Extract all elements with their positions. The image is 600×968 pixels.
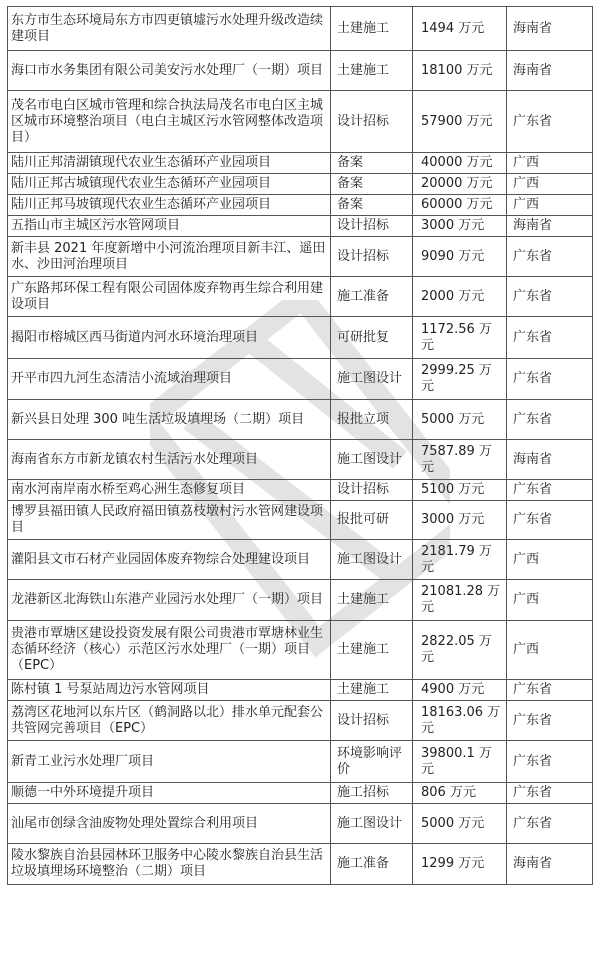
amount-cell: 2999.25 万元	[413, 359, 507, 400]
project-name-cell: 新兴县日处理 300 吨生活垃圾填埋场（二期）项目	[8, 400, 331, 440]
province-cell: 海南省	[507, 216, 593, 237]
project-name-cell: 贵港市覃塘区建设投资发展有限公司贵港市覃塘林业生态循环经济（核心）示范区污水处理厂（一期）项目（EPC）	[8, 621, 331, 680]
project-name-cell: 龙港新区北海铁山东港产业园污水处理厂（一期）项目	[8, 580, 331, 621]
amount-cell: 7587.89 万元	[413, 440, 507, 480]
amount-cell: 1299 万元	[413, 844, 507, 885]
stage-cell: 报批可研	[331, 501, 413, 540]
stage-cell: 设计招标	[331, 91, 413, 153]
amount-cell: 5000 万元	[413, 804, 507, 844]
province-cell: 广东省	[507, 680, 593, 701]
amount-cell: 60000 万元	[413, 195, 507, 216]
province-cell: 广东省	[507, 277, 593, 317]
stage-cell: 可研批复	[331, 317, 413, 359]
province-cell: 广西	[507, 621, 593, 680]
project-name-cell: 海口市水务集团有限公司美安污水处理厂（一期）项目	[8, 51, 331, 91]
table-row	[8, 51, 593, 91]
project-name-cell: 茂名市电白区城市管理和综合执法局茂名市电白区主城区城市环境整治项目（电白主城区污水管网整体改造项目）	[8, 91, 331, 153]
province-cell: 海南省	[507, 844, 593, 885]
project-name-cell: 陆川正邦清湖镇现代农业生态循环产业园项目	[8, 153, 331, 174]
amount-cell: 40000 万元	[413, 153, 507, 174]
table-row	[8, 400, 593, 440]
project-name-cell: 陆川正邦马坡镇现代农业生态循环产业园项目	[8, 195, 331, 216]
table-row	[8, 237, 593, 277]
province-cell: 广东省	[507, 359, 593, 400]
province-cell: 广东省	[507, 741, 593, 783]
stage-cell: 施工准备	[331, 844, 413, 885]
project-name-cell: 新丰县 2021 年度新增中小河流治理项目新丰江、遥田水、沙田河治理项目	[8, 237, 331, 277]
stage-cell: 备案	[331, 195, 413, 216]
province-cell: 广西	[507, 540, 593, 580]
amount-cell: 18163.06 万元	[413, 701, 507, 741]
project-name-cell: 博罗县福田镇人民政府福田镇荔枝墩村污水管网建设项目	[8, 501, 331, 540]
table-row	[8, 621, 593, 680]
amount-cell: 21081.28 万元	[413, 580, 507, 621]
table-row	[8, 91, 593, 153]
province-cell: 广西	[507, 153, 593, 174]
province-cell: 广西	[507, 195, 593, 216]
table-row	[8, 701, 593, 741]
stage-cell: 施工图设计	[331, 359, 413, 400]
amount-cell: 20000 万元	[413, 174, 507, 195]
amount-cell: 39800.1 万元	[413, 741, 507, 783]
stage-cell: 设计招标	[331, 480, 413, 501]
province-cell: 海南省	[507, 440, 593, 480]
table-row	[8, 440, 593, 480]
project-name-cell: 顺德一中外环境提升项目	[8, 783, 331, 804]
amount-cell: 2000 万元	[413, 277, 507, 317]
stage-cell: 备案	[331, 153, 413, 174]
amount-cell: 57900 万元	[413, 91, 507, 153]
stage-cell: 环境影响评价	[331, 741, 413, 783]
province-cell: 广东省	[507, 480, 593, 501]
table-body	[8, 7, 593, 885]
province-cell: 广东省	[507, 804, 593, 844]
stage-cell: 施工图设计	[331, 804, 413, 844]
stage-cell: 报批立项	[331, 400, 413, 440]
table-row	[8, 216, 593, 237]
table-row	[8, 540, 593, 580]
amount-cell: 5000 万元	[413, 400, 507, 440]
amount-cell: 1494 万元	[413, 7, 507, 51]
table-row	[8, 153, 593, 174]
stage-cell: 设计招标	[331, 216, 413, 237]
project-name-cell: 汕尾市创绿含油废物处理处置综合利用项目	[8, 804, 331, 844]
table-row	[8, 277, 593, 317]
project-name-cell: 荔湾区花地河以东片区（鹤洞路以北）排水单元配套公共管网完善项目（EPC）	[8, 701, 331, 741]
province-cell: 广东省	[507, 400, 593, 440]
amount-cell: 2822.05 万元	[413, 621, 507, 680]
project-name-cell: 新青工业污水处理厂项目	[8, 741, 331, 783]
stage-cell: 施工图设计	[331, 540, 413, 580]
province-cell: 广东省	[507, 501, 593, 540]
stage-cell: 设计招标	[331, 701, 413, 741]
amount-cell: 3000 万元	[413, 216, 507, 237]
table-row	[8, 317, 593, 359]
stage-cell: 备案	[331, 174, 413, 195]
project-name-cell: 海南省东方市新龙镇农村生活污水处理项目	[8, 440, 331, 480]
province-cell: 广东省	[507, 91, 593, 153]
stage-cell: 施工准备	[331, 277, 413, 317]
table-row	[8, 741, 593, 783]
province-cell: 广东省	[507, 237, 593, 277]
amount-cell: 1172.56 万元	[413, 317, 507, 359]
province-cell: 广东省	[507, 783, 593, 804]
amount-cell: 2181.79 万元	[413, 540, 507, 580]
stage-cell: 土建施工	[331, 51, 413, 91]
table-row	[8, 359, 593, 400]
project-name-cell: 陵水黎族自治县园林环卫服务中心陵水黎族自治县生活垃圾填埋场环境整治（二期）项目	[8, 844, 331, 885]
table-row	[8, 680, 593, 701]
stage-cell: 施工图设计	[331, 440, 413, 480]
project-name-cell: 南水河南岸南水桥至鸡心洲生态修复项目	[8, 480, 331, 501]
amount-cell: 5100 万元	[413, 480, 507, 501]
province-cell: 广东省	[507, 317, 593, 359]
table-row	[8, 844, 593, 885]
project-table	[7, 6, 593, 885]
table-row	[8, 7, 593, 51]
project-name-cell: 灌阳县文市石材产业园固体废弃物综合处理建设项目	[8, 540, 331, 580]
amount-cell: 3000 万元	[413, 501, 507, 540]
table-row	[8, 783, 593, 804]
stage-cell: 土建施工	[331, 7, 413, 51]
project-name-cell: 揭阳市榕城区西马街道内河水环境治理项目	[8, 317, 331, 359]
amount-cell: 18100 万元	[413, 51, 507, 91]
table-row	[8, 174, 593, 195]
project-name-cell: 广东路邦环保工程有限公司固体废弃物再生综合利用建设项目	[8, 277, 331, 317]
stage-cell: 施工招标	[331, 783, 413, 804]
table-row	[8, 580, 593, 621]
project-name-cell: 开平市四九河生态清洁小流域治理项目	[8, 359, 331, 400]
stage-cell: 土建施工	[331, 580, 413, 621]
table-row	[8, 804, 593, 844]
table-row	[8, 195, 593, 216]
amount-cell: 9090 万元	[413, 237, 507, 277]
project-name-cell: 东方市生态环境局东方市四更镇墟污水处理升级改造续建项目	[8, 7, 331, 51]
project-name-cell: 陈村镇 1 号泵站周边污水管网项目	[8, 680, 331, 701]
province-cell: 广西	[507, 580, 593, 621]
project-name-cell: 五指山市主城区污水管网项目	[8, 216, 331, 237]
amount-cell: 4900 万元	[413, 680, 507, 701]
province-cell: 海南省	[507, 7, 593, 51]
project-name-cell: 陆川正邦古城镇现代农业生态循环产业园项目	[8, 174, 331, 195]
stage-cell: 土建施工	[331, 680, 413, 701]
province-cell: 海南省	[507, 51, 593, 91]
province-cell: 广东省	[507, 701, 593, 741]
stage-cell: 土建施工	[331, 621, 413, 680]
table-row	[8, 501, 593, 540]
table-row	[8, 480, 593, 501]
amount-cell: 806 万元	[413, 783, 507, 804]
stage-cell: 设计招标	[331, 237, 413, 277]
province-cell: 广西	[507, 174, 593, 195]
